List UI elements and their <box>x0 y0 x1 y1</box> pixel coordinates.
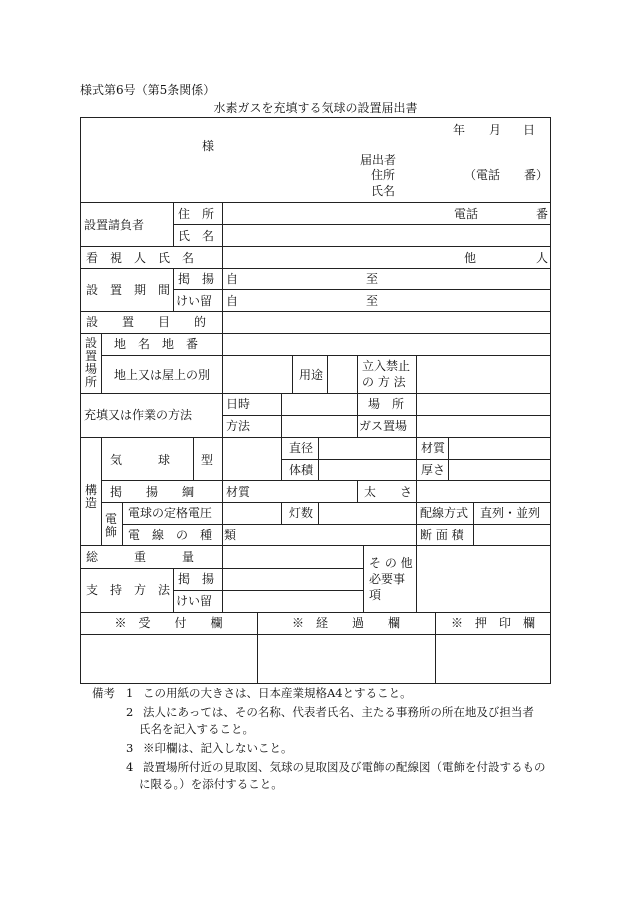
series-parallel-label: 直列・並列 <box>480 506 541 520</box>
reception-column: ※ 受 付 欄 <box>114 616 223 630</box>
place-address-label: 地 名 地 番 <box>114 337 199 351</box>
place-ground-roof-label: 地上又は屋上の別 <box>114 368 211 382</box>
period-moor-from: 自 <box>226 294 239 308</box>
watchman-other-label: 他 <box>464 251 477 265</box>
volume-label: 体積 <box>289 463 314 477</box>
rope-thickness-label: 太 さ <box>364 485 413 499</box>
note-2-num: 2 <box>126 705 134 719</box>
fill-place-label: 場 所 <box>368 397 405 411</box>
seal-column: ※ 押 印 欄 <box>450 616 535 630</box>
place-usage-label: 用途 <box>299 368 324 382</box>
note-4-num: 4 <box>126 760 134 774</box>
wiring-label: 配線方式 <box>420 506 469 520</box>
illumination-label: 電飾 <box>105 512 118 539</box>
period-label: 設 置 期 間 <box>86 283 171 297</box>
note-4-text-cont: に限る。）を添付すること。 <box>139 777 283 791</box>
watchman-label: 看 視 人 氏 名 <box>86 251 195 265</box>
note-3-num: 3 <box>126 741 134 755</box>
balloon-type-label: 型 <box>201 453 214 467</box>
rope-label: 掲 揚 綱 <box>110 485 195 499</box>
support-moor-label: けい留 <box>176 594 213 608</box>
notes-label: 備考 <box>92 686 115 700</box>
no-entry-method-label: の 方 法 <box>362 375 406 389</box>
purpose-label: 設 置 目 的 <box>86 315 207 329</box>
other-label: そ の 他 <box>369 556 413 570</box>
gas-storage-label: ガス置場 <box>359 419 408 433</box>
form-title: 水素ガスを充填する気球の設置届出書 <box>213 101 418 115</box>
structure-label: 構造 <box>85 483 98 510</box>
contractor-ban-label: 番 <box>536 207 549 221</box>
voltage-label: 電球の定格電圧 <box>128 506 213 520</box>
note-3-text: ※印欄は、記入しないこと。 <box>143 741 293 755</box>
progress-column: ※ 経 過 欄 <box>291 616 400 630</box>
fill-how-label: 方法 <box>226 419 251 433</box>
lamp-count-label: 灯数 <box>289 506 314 520</box>
period-moor-to: 至 <box>366 294 379 308</box>
period-raise-from: 自 <box>226 272 239 286</box>
contractor-address-label: 住 所 <box>178 207 215 221</box>
cross-section-label: 断 面 積 <box>420 528 464 542</box>
note-4-text: 設置場所付近の見取図、気球の見取図及び電飾の配線図（電飾を付設するもの <box>143 760 546 774</box>
support-raise-label: 掲 揚 <box>178 572 215 586</box>
watchman-count-label: 人 <box>536 251 549 265</box>
necessary-label: 必要事 <box>369 572 406 586</box>
items-label: 項 <box>369 588 382 602</box>
form-number: 様式第6号（第5条関係） <box>80 83 216 97</box>
day-label: 日 <box>523 123 536 137</box>
name-label: 氏名 <box>371 184 396 198</box>
place-label: 設置場所 <box>85 336 98 389</box>
period-moor-label: けい留 <box>176 294 213 308</box>
support-method-label: 支 持 方 法 <box>86 583 171 597</box>
contractor-label: 設置請負者 <box>84 218 145 232</box>
period-raise-to: 至 <box>366 272 379 286</box>
phone-label: （電話 番） <box>464 168 549 182</box>
note-1-text: この用紙の大きさは、日本産業規格A4とすること。 <box>143 686 412 700</box>
month-label: 月 <box>489 123 502 137</box>
contractor-phone-label: 電話 <box>454 207 479 221</box>
fill-datetime-label: 日時 <box>226 397 251 411</box>
no-entry-label: 立入禁止 <box>362 359 411 373</box>
rope-material-label: 材質 <box>226 485 251 499</box>
balloon-label: 気 球 <box>110 453 171 467</box>
diameter-label: 直径 <box>289 441 314 455</box>
notifier-label: 届出者 <box>360 153 397 167</box>
period-raise-label: 掲 揚 <box>178 272 215 286</box>
wire-type-label: 電 線 の 種 類 <box>128 528 237 542</box>
thickness-label: 厚さ <box>421 463 446 477</box>
year-label: 年 <box>453 123 466 137</box>
note-2-text: 法人にあっては、その名称、代表者氏名、主たる事務所の所在地及び担当者 <box>143 705 534 719</box>
recipient-sama: 様 <box>202 139 215 153</box>
note-1-num: 1 <box>126 686 134 700</box>
address-label: 住所 <box>371 168 396 182</box>
material-label: 材質 <box>421 441 446 455</box>
fill-method-label: 充填又は作業の方法 <box>84 408 193 422</box>
contractor-name-label: 氏 名 <box>178 229 215 243</box>
total-weight-label: 総 重 量 <box>86 550 195 564</box>
note-2-text-cont: 氏名を記入すること。 <box>139 722 254 736</box>
